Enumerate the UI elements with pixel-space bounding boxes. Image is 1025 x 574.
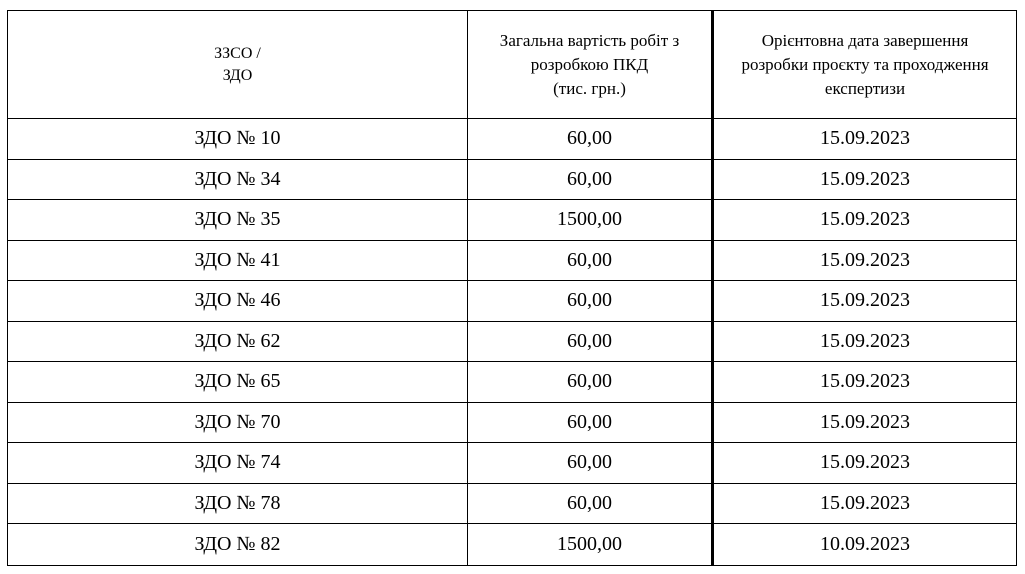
cell-cost: 60,00	[468, 240, 713, 281]
document-table-container	[7, 10, 1016, 566]
cell-cost: 60,00	[468, 159, 713, 200]
header-institution	[8, 11, 468, 119]
header-completion-date	[713, 11, 1017, 119]
cell-date: 10.09.2023	[713, 524, 1017, 566]
table-row	[8, 281, 1017, 322]
table-row	[8, 402, 1017, 443]
cell-institution: ЗДО № 82	[8, 524, 468, 566]
table-row	[8, 524, 1017, 566]
project-schedule-table	[7, 10, 1017, 566]
table-row	[8, 119, 1017, 160]
cell-cost: 60,00	[468, 483, 713, 524]
cell-date: 15.09.2023	[713, 362, 1017, 403]
table-row	[8, 483, 1017, 524]
table-row	[8, 159, 1017, 200]
table-row	[8, 362, 1017, 403]
cell-cost: 60,00	[468, 321, 713, 362]
cell-date: 15.09.2023	[713, 321, 1017, 362]
cell-institution: ЗДО № 46	[8, 281, 468, 322]
cell-institution: ЗДО № 10	[8, 119, 468, 160]
cell-cost: 60,00	[468, 281, 713, 322]
cell-institution: ЗДО № 78	[8, 483, 468, 524]
cell-date: 15.09.2023	[713, 240, 1017, 281]
table-row	[8, 443, 1017, 484]
table-row	[8, 321, 1017, 362]
cell-institution: ЗДО № 74	[8, 443, 468, 484]
cell-date: 15.09.2023	[713, 483, 1017, 524]
header-total-cost-line-3: (тис. грн.)	[553, 78, 626, 98]
cell-date: 15.09.2023	[713, 159, 1017, 200]
cell-cost: 60,00	[468, 119, 713, 160]
cell-cost: 60,00	[468, 362, 713, 403]
cell-institution: ЗДО № 70	[8, 402, 468, 443]
header-institution-line-1: ЗЗСО /	[214, 44, 261, 62]
header-completion-date-line-2: розробки проєкту та проходження	[741, 54, 989, 74]
cell-institution: ЗДО № 34	[8, 159, 468, 200]
cell-institution: ЗДО № 65	[8, 362, 468, 403]
cell-institution: ЗДО № 62	[8, 321, 468, 362]
cell-cost: 60,00	[468, 402, 713, 443]
header-institution-line-2: ЗДО	[222, 66, 253, 84]
cell-institution: ЗДО № 41	[8, 240, 468, 281]
header-total-cost-line-1: Загальна вартість робіт з	[499, 30, 680, 50]
table-header-row	[8, 11, 1017, 119]
cell-cost: 1500,00	[468, 200, 713, 241]
cell-date: 15.09.2023	[713, 443, 1017, 484]
cell-date: 15.09.2023	[713, 119, 1017, 160]
cell-date: 15.09.2023	[713, 402, 1017, 443]
cell-cost: 60,00	[468, 443, 713, 484]
header-total-cost-line-2: розробкою ПКД	[530, 54, 649, 74]
cell-cost: 1500,00	[468, 524, 713, 566]
header-total-cost	[468, 11, 713, 119]
cell-institution: ЗДО № 35	[8, 200, 468, 241]
table-row	[8, 200, 1017, 241]
header-completion-date-line-3: експертизи	[824, 78, 906, 98]
header-completion-date-line-1: Орієнтовна дата завершення	[761, 30, 969, 50]
cell-date: 15.09.2023	[713, 200, 1017, 241]
table-row	[8, 240, 1017, 281]
cell-date: 15.09.2023	[713, 281, 1017, 322]
